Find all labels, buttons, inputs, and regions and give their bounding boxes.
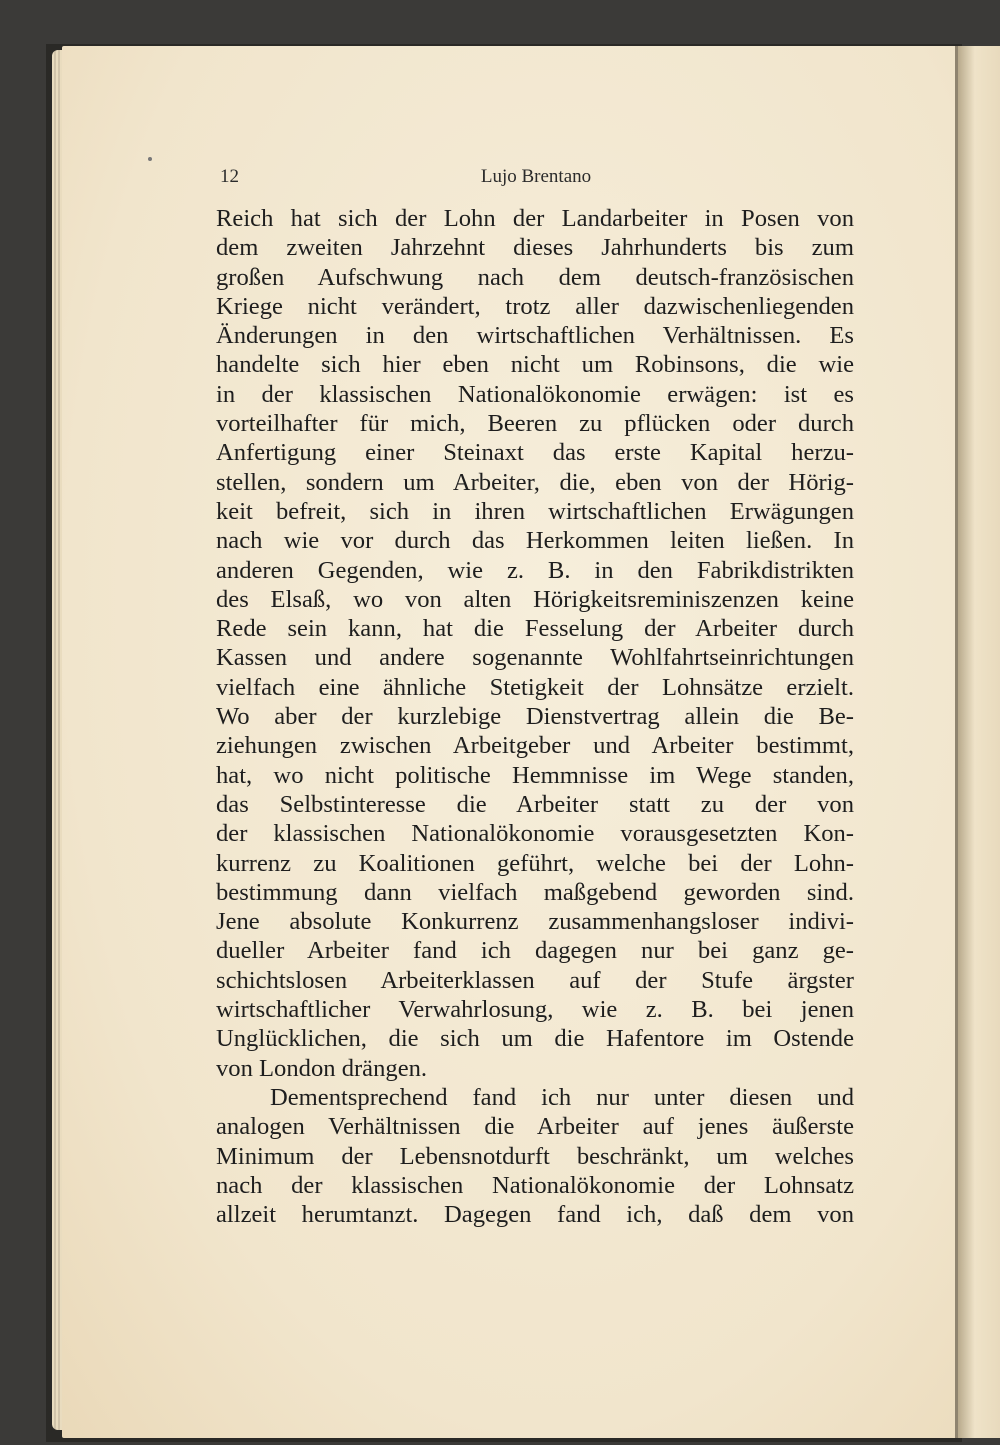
facing-page-edge: [958, 46, 1000, 1438]
text-line: Jene absolute Konkurrenz zusammenhangsloser indivi-: [216, 908, 854, 936]
text-line: anderen Gegenden, wie z. B. in den Fabrikdistrikten: [216, 556, 854, 584]
body-text: [216, 204, 854, 1229]
running-head: Lujo Brentano: [480, 166, 592, 187]
text-line: vorteilhafter für mich, Beeren zu pflücken oder durch: [216, 410, 854, 438]
text-line: Anfertigung einer Steinaxt das erste Kapital herzu-: [216, 439, 854, 467]
text-line: nach wie vor durch das Herkommen leiten ließen. In: [216, 527, 854, 555]
page-number: 12: [220, 166, 239, 187]
text-line: das Selbstinteresse die Arbeiter statt zu der von: [216, 790, 854, 818]
text-line: Rede sein kann, hat die Fesselung der Arbeiter durch: [216, 615, 854, 643]
text-line: Minimum der Lebensnotdurft beschränkt, um welches: [216, 1142, 854, 1170]
ink-spot: [148, 157, 152, 161]
text-line: dem zweiten Jahrzehnt dieses Jahrhunderts bis zum: [216, 234, 854, 262]
text-line: des Elsaß, wo von alten Hörigkeitsreminiszenzen keine: [216, 585, 854, 613]
text-line: ziehungen zwischen Arbeitgeber und Arbeiter bestimmt,: [216, 732, 854, 760]
text-line: vielfach eine ähnliche Stetigkeit der Lohnsätze erzielt.: [216, 673, 854, 701]
text-line: Kassen und andere sogenannte Wohlfahrtseinrichtungen: [216, 644, 854, 672]
text-line: kurrenz zu Koalitionen geführt, welche bei der Lohn-: [216, 849, 854, 877]
text-line: schichtslosen Arbeiterklassen auf der Stufe ärgster: [216, 966, 854, 994]
text-line: nach der klassischen Nationalökonomie der Lohnsatz: [216, 1171, 854, 1199]
text-line: Wo aber der kurzlebige Dienstvertrag allein die Be-: [216, 703, 854, 731]
page-header: [216, 166, 856, 194]
text-line: allzeit herumtanzt. Dagegen fand ich, daß dem von: [216, 1201, 854, 1229]
text-line: keit befreit, sich in ihren wirtschaftlichen Erwägungen: [216, 497, 854, 525]
text-line: in der klassischen Nationalökonomie erwägen: ist es: [216, 380, 854, 408]
text-line: stellen, sondern um Arbeiter, die, eben von der Hörig-: [216, 468, 854, 496]
text-line: analogen Verhältnissen die Arbeiter auf jenes äußerste: [216, 1113, 854, 1141]
text-line: handelte sich hier eben nicht um Robinsons, die wie: [216, 351, 854, 379]
text-line: Reich hat sich der Lohn der Landarbeiter in Posen von: [216, 205, 854, 232]
text-line: Kriege nicht verändert, trotz aller dazwischenliegenden: [216, 292, 854, 320]
text-line: Unglücklichen, die sich um die Hafentore im Ostende: [216, 1025, 854, 1053]
text-line: bestimmung dann vielfach maßgebend geworden sind.: [216, 878, 854, 906]
text-line: dueller Arbeiter fand ich dagegen nur bei ganz ge-: [216, 937, 854, 965]
text-line: wirtschaftlicher Verwahrlosung, wie z. B. bei jenen: [216, 996, 854, 1024]
text-line: Änderungen in den wirtschaftlichen Verhältnissen. Es: [216, 322, 854, 350]
text-line: der klassischen Nationalökonomie vorausgesetzten Kon-: [216, 820, 854, 848]
paragraph-end-line: von London drängen.: [216, 1054, 428, 1082]
paragraph-start-line: Dementsprechend fand ich nur unter diesen und: [270, 1083, 854, 1111]
text-line: großen Aufschwung nach dem deutsch-französischen: [216, 263, 854, 291]
text-line: hat, wo nicht politische Hemmnisse im Wege standen,: [216, 761, 854, 789]
